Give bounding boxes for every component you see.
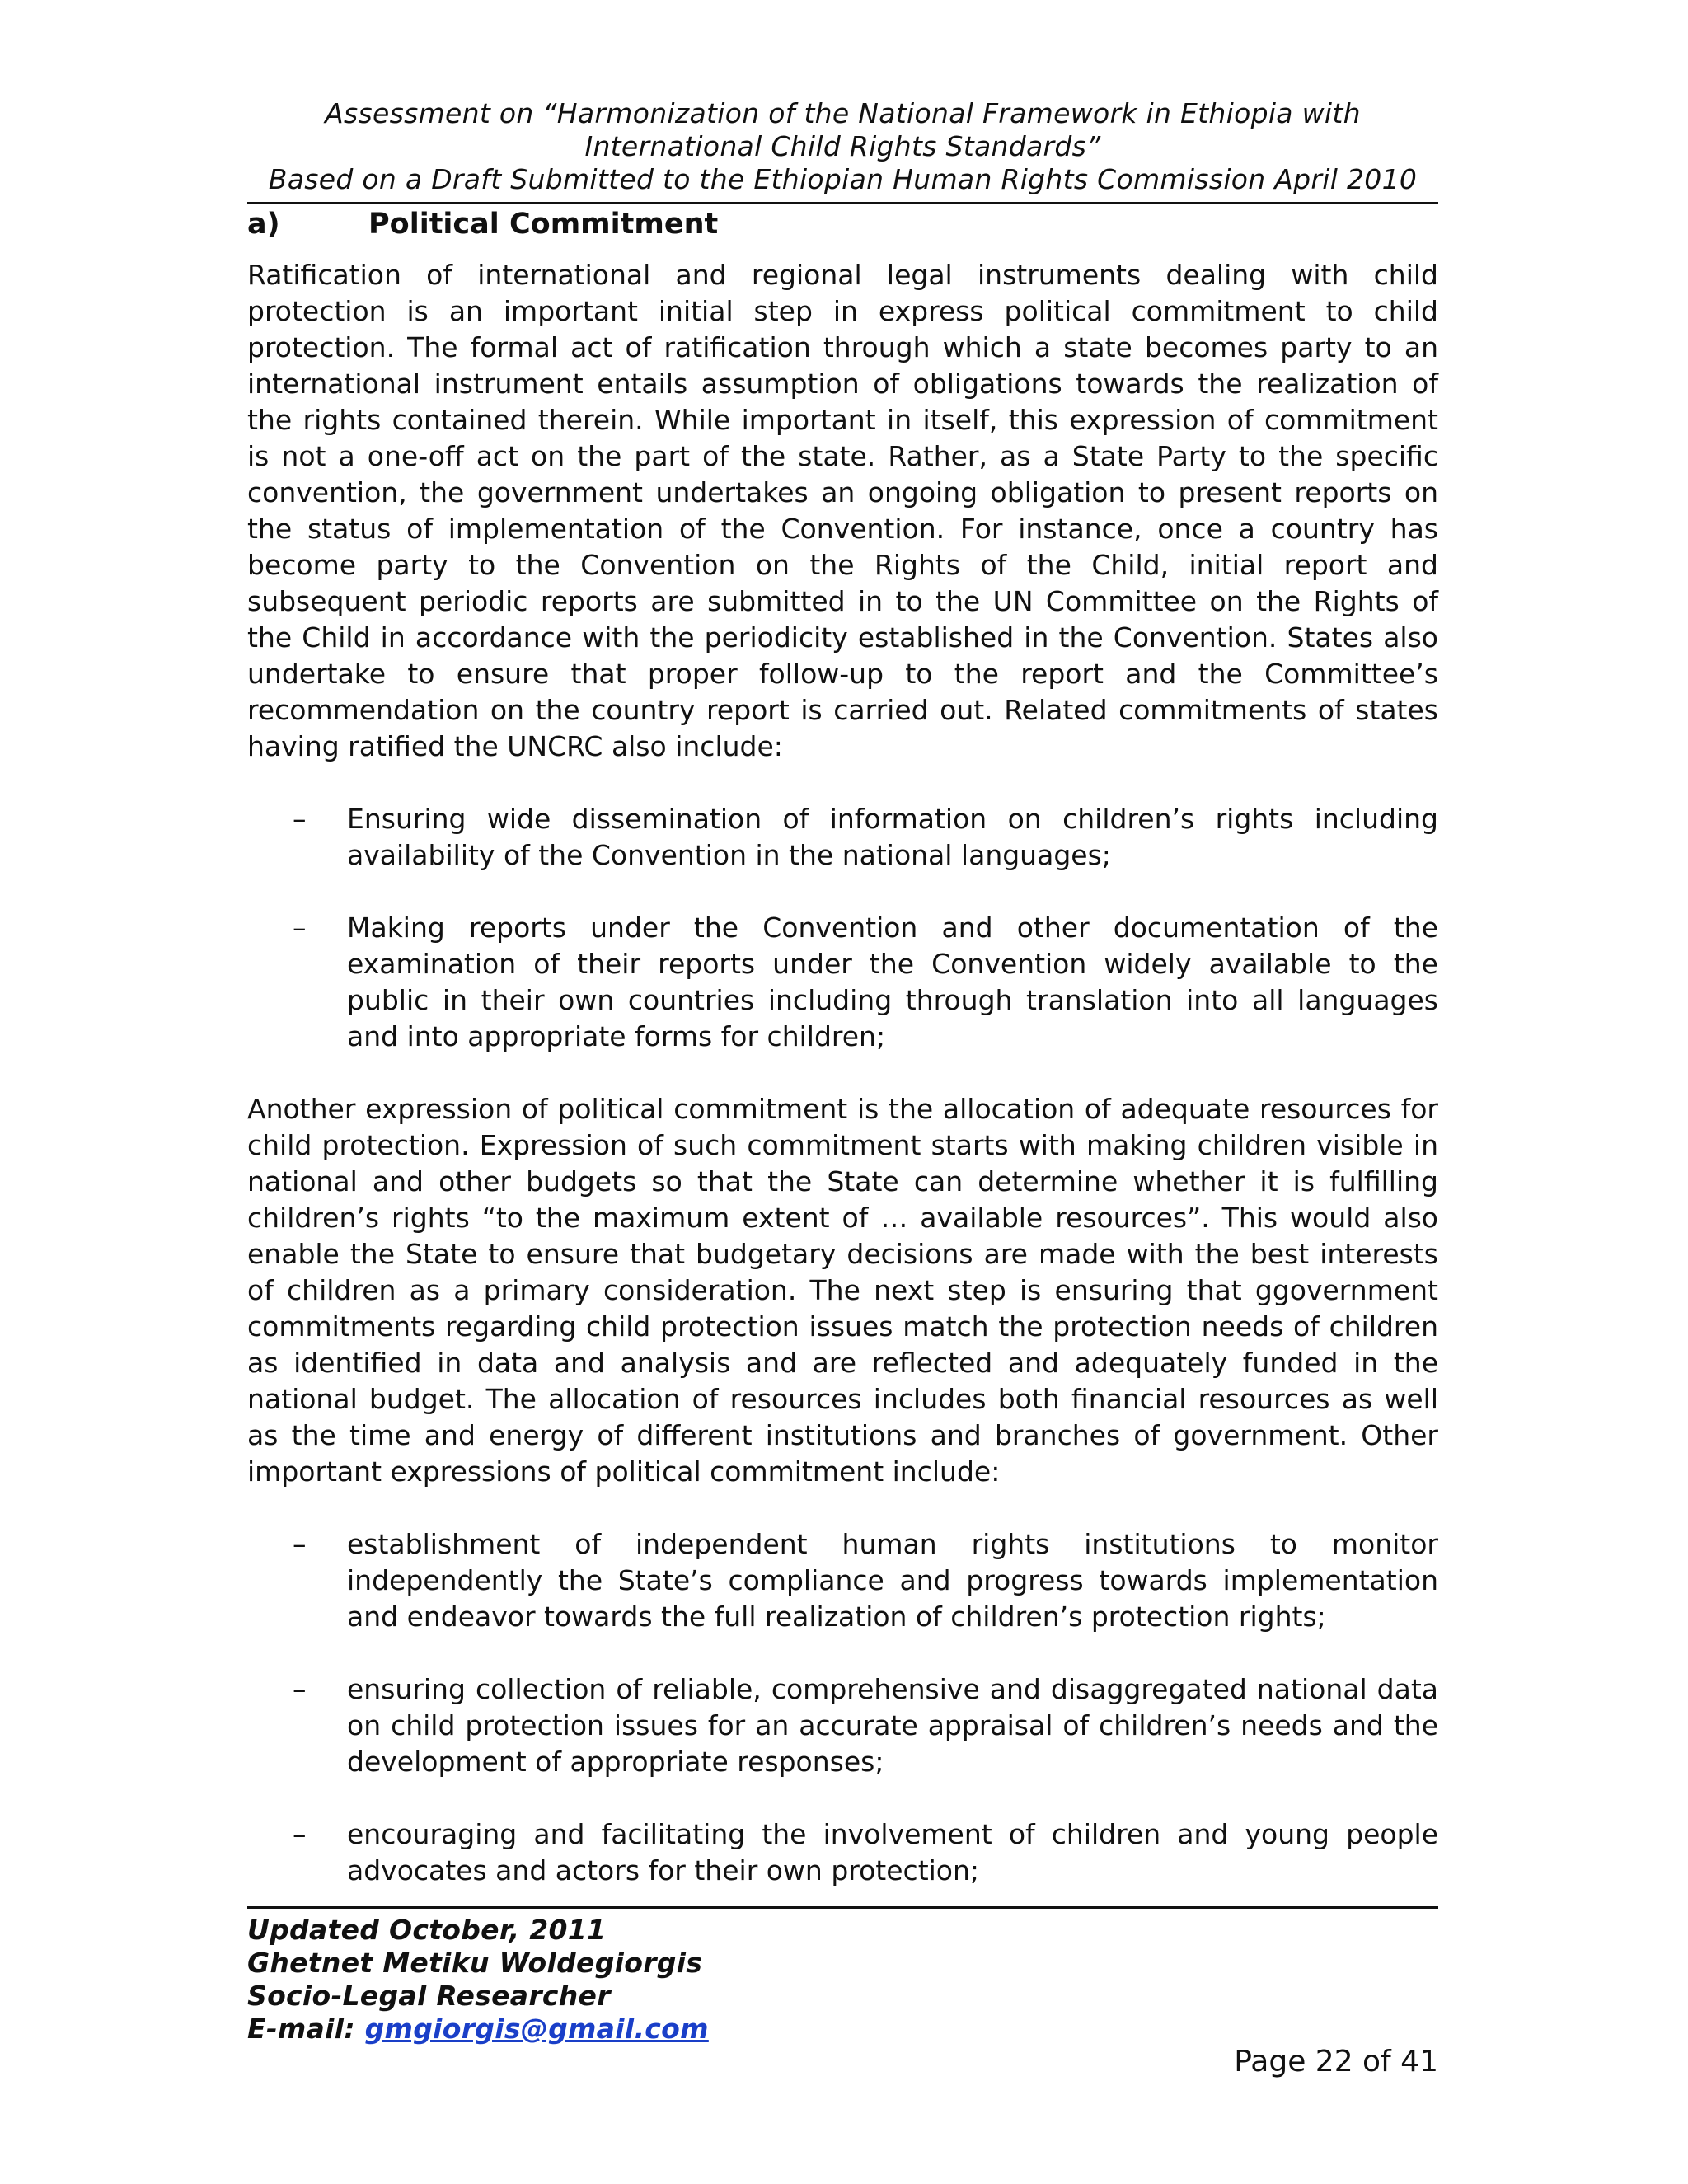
running-header xyxy=(247,97,1438,196)
list-item-text: Ensuring wide dissemination of information on children’s rights including availability of the Convention in the national languages; xyxy=(347,803,1438,871)
running-footer xyxy=(247,1914,709,2046)
section-title: Political Commitment xyxy=(368,208,719,241)
list-item-text: encouraging and facilitating the involvement of children and young people advocates and actors for their own protection; xyxy=(347,1818,1438,1886)
bullet-list xyxy=(247,801,1438,1055)
page-number: Page 22 of 41 xyxy=(1234,2045,1438,2079)
list-item xyxy=(247,1526,1438,1635)
list-item-text: Making reports under the Convention and other documentation of the examination of their reports under the Convention widely available to the public in their own countries including through translation into all languages and into appropriate forms for children; xyxy=(347,912,1438,1052)
footer-role: Socio-Legal Researcher xyxy=(247,1980,611,2012)
list-item-text: ensuring collection of reliable, comprehensive and disaggregated national data on child protection issues for an accurate appraisal of children’s needs and the development of appropriate responses; xyxy=(347,1673,1438,1778)
list-item xyxy=(247,910,1438,1055)
body-content xyxy=(247,257,1438,1925)
list-item-text: establishment of independent human rights institutions to monitor independently the State’s compliance and progress towards implementation and endeavor towards the full realization of children’s protection rights; xyxy=(347,1528,1438,1633)
list-item xyxy=(247,1816,1438,1889)
bullet-dash: – xyxy=(293,1673,307,1705)
footer-divider xyxy=(247,1906,1438,1909)
document-page xyxy=(247,0,1438,2184)
header-divider xyxy=(247,202,1438,204)
email-link[interactable]: gmgiorgis@gmail.com xyxy=(364,2013,709,2045)
footer-email-line xyxy=(247,2013,709,2046)
footer-updated: Updated October, 2011 xyxy=(247,1914,607,1946)
bullet-dash: – xyxy=(293,1528,307,1560)
footer-author: Ghetnet Metiku Woldegiorgis xyxy=(247,1947,703,1979)
footer-email-label: E-mail: xyxy=(247,2013,365,2045)
paragraph: Ratification of international and regional legal instruments dealing with child protection is an important initial step in express political commitment to child protection. The formal act of ratification through which a state becomes party to an international instrument entails assumption of obligations towards the realization of the rights contained therein. While important in itself, this expression of commitment is not a one-off act on the part of the state. Rather, as a State Party to the specific convention, the government undertakes an ongoing obligation to present reports on the status of implementation of the Convention. For instance, once a country has become party to the Convention on the Rights of the Child, initial report and subsequent periodic reports are submitted in to the UN Committee on the Rights of the Child in accordance with the periodicity established in the Convention. States also undertake to ensure that proper follow-up to the report and the Committee’s recommendation on the country report is carried out. Related commitments of states having ratified the UNCRC also include: xyxy=(247,259,1438,762)
list-item xyxy=(247,1671,1438,1780)
list-item xyxy=(247,801,1438,874)
header-line-2: International Child Rights Standards” xyxy=(584,130,1101,162)
bullet-dash: – xyxy=(293,803,307,835)
header-line-1: Assessment on “Harmonization of the National Framework in Ethiopia with xyxy=(325,97,1361,129)
bullet-list xyxy=(247,1526,1438,1889)
paragraph: Another expression of political commitment is the allocation of adequate resources for child protection. Expression of such commitment starts with making children visible in national and other budgets so that the State can determine whether it is fulfilling children’s rights “to the maximum extent of … available resources”. This would also enable the State to ensure that budgetary decisions are made with the best interests of children as a primary consideration. The next step is ensuring that ggovernment commitments regarding child protection issues match the protection needs of children as identified in data and analysis and are reflected and adequately funded in the national budget. The allocation of resources includes both financial resources as well as the time and energy of different institutions and branches of government. Other important expressions of political commitment include: xyxy=(247,1093,1438,1488)
bullet-dash: – xyxy=(293,1818,307,1850)
header-line-3: Based on a Draft Submitted to the Ethiopian Human Rights Commission April 2010 xyxy=(268,163,1418,195)
bullet-dash: – xyxy=(293,912,307,944)
section-heading xyxy=(247,206,1438,242)
section-number: a) xyxy=(247,208,280,241)
